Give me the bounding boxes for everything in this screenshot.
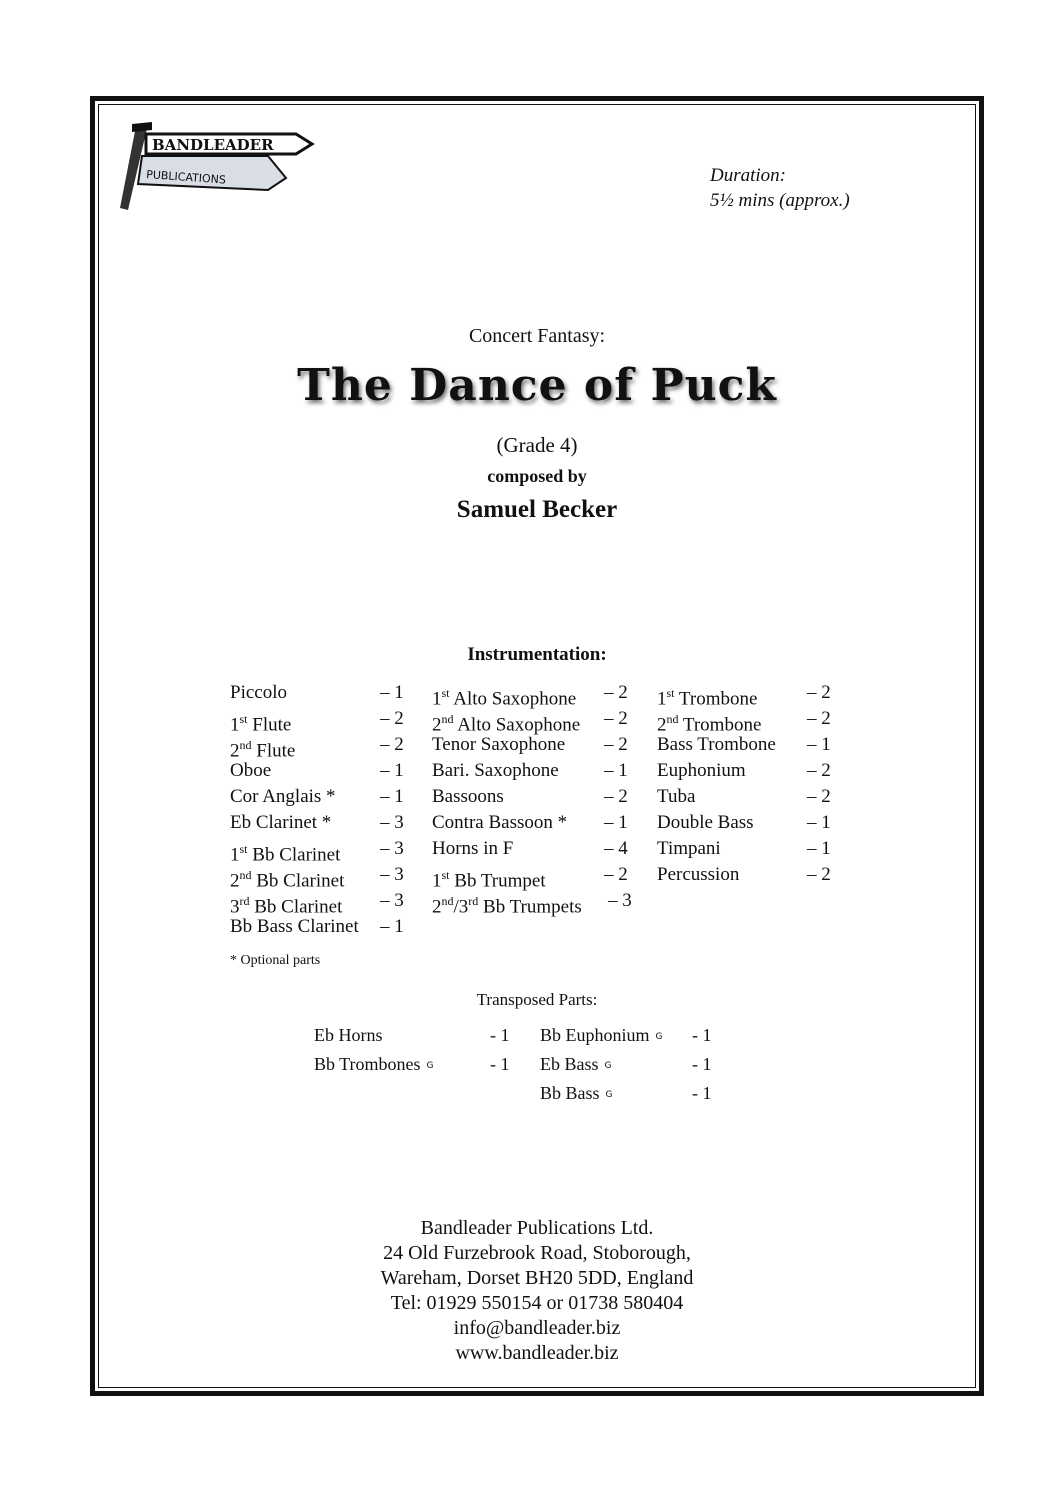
svg-text:BANDLEADER: BANDLEADER: [152, 136, 274, 154]
bandleader-logo: [118, 118, 318, 213]
transposed-parts-heading: Transposed Parts:: [476, 990, 598, 1009]
grade: (Grade 4): [496, 433, 578, 457]
instrument-name: 1st Trombone: [657, 686, 758, 710]
instrumentation-heading: Instrumentation:: [467, 644, 607, 665]
page-title: The Dance of Puck: [297, 360, 777, 411]
instrument-name: 2nd Trombone: [657, 712, 762, 736]
instrument-count: – 1: [380, 786, 404, 807]
instrument-count: – 2: [604, 708, 628, 729]
optional-parts-note: * Optional parts: [230, 953, 321, 968]
instrument-name: 1st Bb Clarinet: [230, 842, 341, 866]
instrument-count: – 2: [807, 708, 831, 729]
instrument-count: – 1: [604, 760, 628, 781]
website-link[interactable]: www.bandleader.biz: [455, 1342, 619, 1364]
instrument-name: Percussion: [657, 864, 740, 885]
instrument-name: 2nd Alto Saxophone: [432, 712, 581, 736]
instrument-count: – 3: [380, 838, 404, 859]
instrument-count: – 2: [807, 786, 831, 807]
instrument-name: Bassoons: [432, 786, 504, 807]
instrument-name: Euphonium: [657, 760, 746, 781]
instrument-name: Eb Clarinet *: [230, 812, 332, 833]
transposed-item: Bb Euphonium G - 1: [540, 1025, 712, 1045]
instrument-count: – 2: [604, 786, 628, 807]
instrument-name: 3rd Bb Clarinet: [230, 894, 343, 918]
instrument-name: Piccolo: [230, 682, 287, 703]
instrument-count: – 2: [604, 864, 628, 885]
instrument-count: – 1: [807, 812, 831, 833]
composed-by: composed by: [487, 466, 587, 486]
company-name: Bandleader Publications Ltd.: [420, 1217, 654, 1239]
instrument-count: – 2: [380, 734, 404, 755]
address-line-1: 24 Old Furzebrook Road, Stoborough,: [383, 1242, 691, 1264]
instrument-count: – 1: [807, 838, 831, 859]
instrument-name: 2nd/3rd Bb Trumpets: [432, 894, 582, 918]
duration-block: [710, 163, 850, 213]
instrument-name: Oboe: [230, 760, 272, 781]
instrument-count: – 1: [380, 916, 404, 937]
composer-name: Samuel Becker: [456, 496, 618, 523]
instrument-name: Bass Trombone: [657, 734, 776, 755]
instrument-name: 1st Alto Saxophone: [432, 686, 577, 710]
instrument-count: – 1: [807, 734, 831, 755]
instrument-name: Bb Bass Clarinet: [230, 916, 359, 937]
instrument-count: – 3: [380, 864, 404, 885]
instrument-count: – 3: [608, 890, 632, 911]
address-line-2: Wareham, Dorset BH20 5DD, England: [380, 1267, 694, 1289]
instrument-count: – 3: [380, 812, 404, 833]
instrument-count: – 2: [807, 682, 831, 703]
instrument-name: Contra Bassoon *: [432, 812, 568, 833]
instrument-name: 1st Flute: [230, 712, 292, 736]
email-link[interactable]: info@bandleader.biz: [453, 1317, 621, 1339]
instrument-name: Tenor Saxophone: [432, 734, 566, 755]
instrument-name: Tuba: [657, 786, 696, 807]
instrument-name: Cor Anglais *: [230, 786, 336, 807]
instrument-name: Horns in F: [432, 838, 514, 859]
transposed-item: Bb Trombones G - 1: [314, 1054, 510, 1074]
instrument-count: – 2: [380, 708, 404, 729]
svg-text:PUBLICATIONS: PUBLICATIONS: [145, 168, 227, 187]
instrument-name: 2nd Bb Clarinet: [230, 868, 345, 892]
instrument-count: – 1: [380, 760, 404, 781]
instrument-count: – 3: [380, 890, 404, 911]
instrument-count: – 1: [604, 812, 628, 833]
instrument-name: 2nd Flute: [230, 738, 296, 762]
instrument-count: – 4: [604, 838, 628, 859]
transposed-item: Eb Horns - 1: [314, 1025, 510, 1045]
transposed-item: Bb Bass G - 1: [540, 1083, 712, 1103]
flag-logo-icon: [118, 118, 318, 213]
instrument-name: 1st Bb Trumpet: [432, 868, 546, 892]
instrument-name: Bari. Saxophone: [432, 760, 559, 781]
subtitle: Concert Fantasy:: [468, 325, 606, 347]
duration-label: Duration:: [710, 165, 786, 186]
instrument-name: Timpani: [657, 838, 721, 859]
instrument-count: – 2: [604, 734, 628, 755]
telephone: Tel: 01929 550154 or 01738 580404: [390, 1292, 684, 1314]
duration-value: 5½ mins (approx.): [710, 190, 850, 211]
instrument-count: – 2: [807, 864, 831, 885]
transposed-item: Eb Bass G - 1: [540, 1054, 712, 1074]
instrument-count: – 2: [807, 760, 831, 781]
instrument-count: – 2: [604, 682, 628, 703]
instrument-count: – 1: [380, 682, 404, 703]
instrument-name: Double Bass: [657, 812, 754, 833]
publisher-address: [98, 1216, 976, 1366]
